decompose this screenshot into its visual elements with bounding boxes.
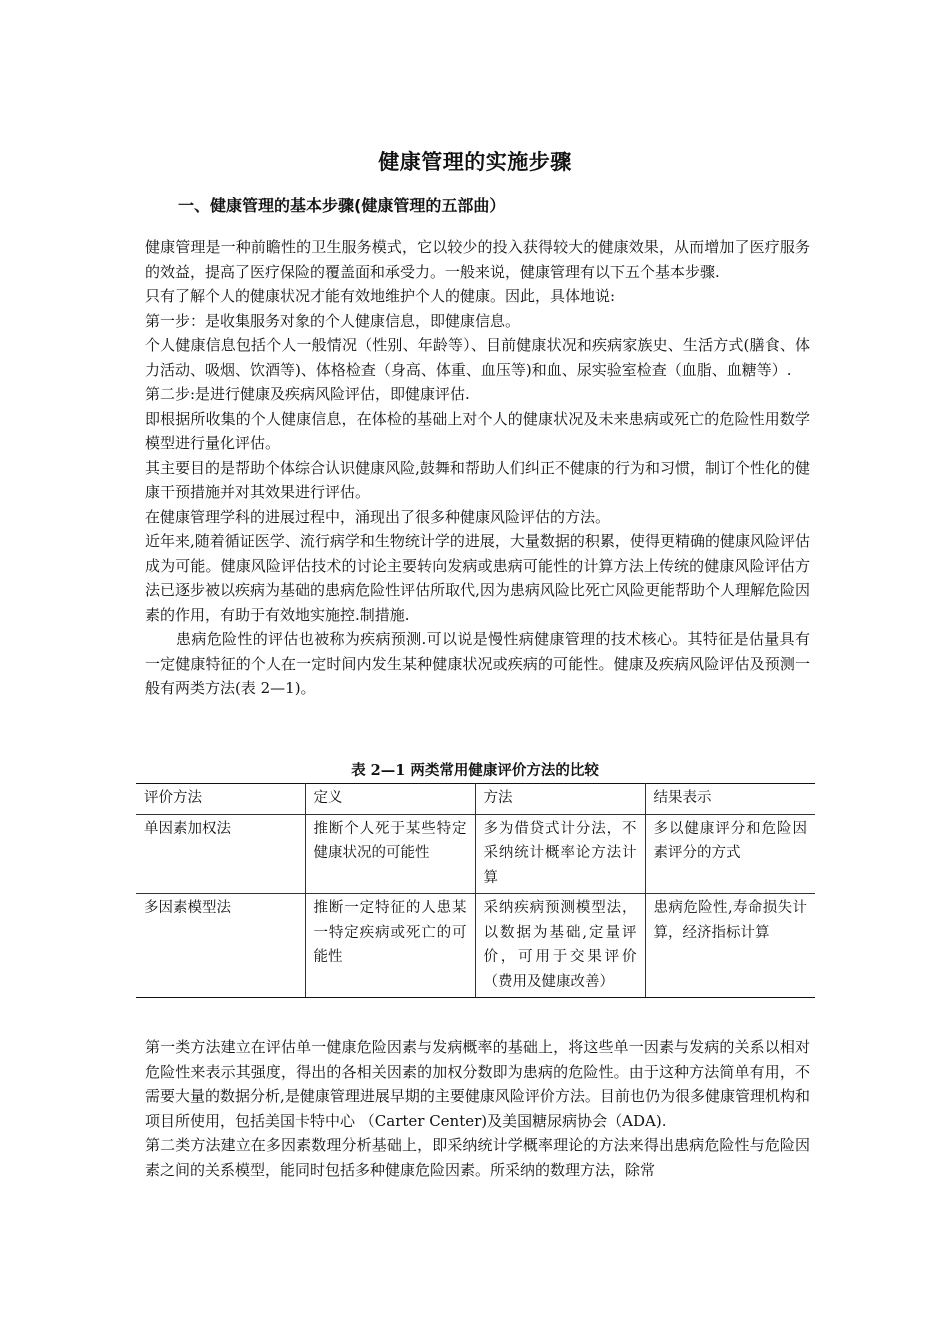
paragraph: 在健康管理学科的进展过程中，涌现出了很多种健康风险评估的方法。	[145, 507, 611, 526]
table-cell: 多以健康评分和危险因素评分的方式	[645, 814, 815, 894]
table-header-cell: 评价方法	[136, 784, 305, 815]
section-heading: 一、健康管理的基本步骤(健康管理的五部曲）	[178, 196, 506, 215]
table-header-cell: 方法	[475, 784, 645, 815]
paragraph: 近年来,随着循证医学、流行病学和生物统计学的进展，大量数据的积累，使得更精确的健康风险评估成为可能。健康风险评估技术的讨论主要转向发病或患病可能性的计算方法上传统的健康风险评估方法已逐步被以疾病为基础的患病危险性评估所取代,因为患病风险比死亡风险更能帮助个人理解危险因素的作用，有助于有效地实施控.制措施.	[145, 532, 810, 624]
table-cell: 多因素模型法	[136, 894, 305, 998]
paragraph: 个人健康信息包括个人一般情况（性别、年龄等）、目前健康状况和疾病家族史、生活方式(膳食、体力活动、吸烟、饮酒等)、体格检查（身高、体重、血压等)和血、尿实验室检查（血脂、血糖等）.	[145, 336, 810, 379]
comparison-table	[136, 783, 815, 998]
table-header-cell: 结果表示	[645, 784, 815, 815]
paragraph: 其主要目的是帮助个体综合认识健康风险,鼓舞和帮助人们纠正不健康的行为和习惯，制订个性化的健康干预措施并对其效果进行评估。	[145, 458, 810, 501]
table-row	[136, 814, 815, 894]
table-caption: 表 2—1 两类常用健康评价方法的比较	[351, 762, 599, 779]
table-cell: 单因素加权法	[136, 814, 305, 894]
body-text-after-table	[145, 1035, 810, 1182]
paragraph: 第二类方法建立在多因素数理分析基础上，即采纳统计学概率理论的方法来得出患病危险性与危险因素之间的关系模型，能同时包括多种健康危险因素。所采纳的数理方法，除常	[145, 1136, 810, 1179]
paragraph: 患病危险性的评估也被称为疾病预测.可以说是慢性病健康管理的技术核心。其特征是估量具有一定健康特征的个人在一定时间内发生某种健康状况或疾病的可能性。健康及疾病风险评估及预测一般有两类方法(表 2—1)。	[145, 630, 810, 697]
table-cell: 患病危险性,寿命损失计算，经济指标计算	[645, 894, 815, 998]
paragraph: 即根据所收集的个人健康信息，在体检的基础上对个人的健康状况及未来患病或死亡的危险性用数学模型进行量化评估。	[145, 409, 810, 452]
paragraph: 只有了解个人的健康状况才能有效地维护个人的健康。因此，具体地说:	[145, 287, 616, 305]
table-cell: 推断一定特征的人患某一特定疾病或死亡的可能性	[305, 894, 475, 998]
document-title: 健康管理的实施步骤	[378, 150, 572, 174]
table-cell: 多为借贷式计分法，不采纳统计概率论方法计算	[475, 814, 645, 894]
paragraph: 第一类方法建立在评估单一健康危险因素与发病概率的基础上，将这些单一因素与发病的关系以相对危险性来表示其强度，得出的各相关因素的加权分数即为患病的危险性。由于这种方法简单有用，不需要大量的数据分析,是健康管理进展早期的主要健康风险评价方法。目前也仍为很多健康管理机构和项目所使用，包括美国卡特中心 （Carter Center)及美国糖尿病协会（ADA).	[145, 1038, 810, 1130]
paragraph: 第一步：是收集服务对象的个人健康信息，即健康信息。	[145, 311, 521, 330]
table-header-row	[136, 784, 815, 815]
body-text-before-table	[145, 235, 810, 701]
table-cell: 采纳疾病预测模型法，以数据为基础,定量评价，可用于交果评价（费用及健康改善）	[475, 894, 645, 998]
paragraph: 健康管理是一种前瞻性的卫生服务模式，它以较少的投入获得较大的健康效果，从而增加了医疗服务的效益，提高了医疗保险的覆盖面和承受力。一般来说，健康管理有以下五个基本步骤.	[145, 238, 810, 281]
table-cell: 推断个人死于某些特定健康状况的可能性	[305, 814, 475, 894]
paragraph: 第二步:是进行健康及疾病风险评估，即健康评估.	[145, 385, 470, 403]
table-header-cell: 定义	[305, 784, 475, 815]
table-row	[136, 894, 815, 998]
